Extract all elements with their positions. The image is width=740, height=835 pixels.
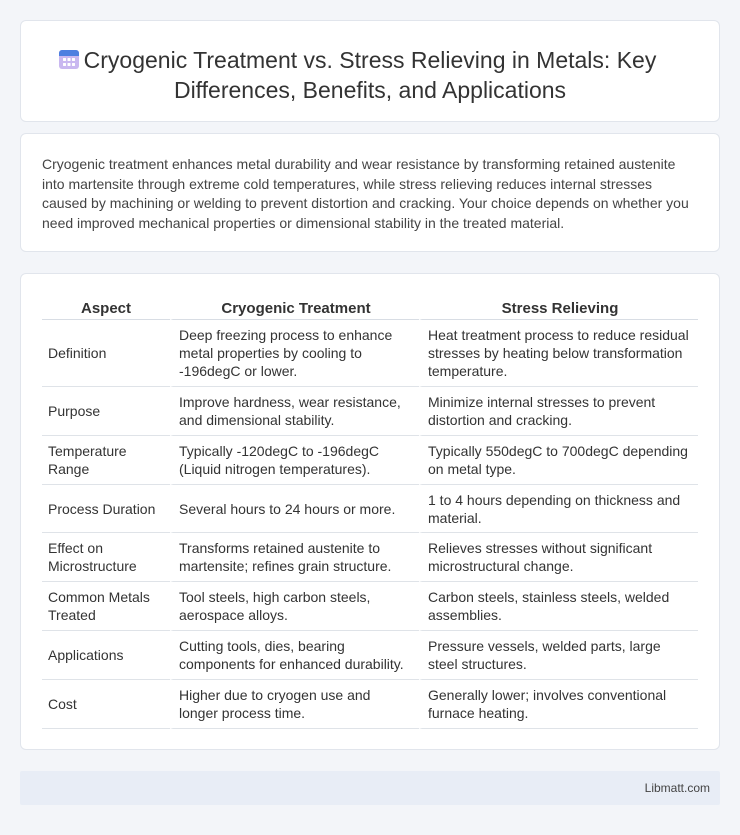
intro-paragraph: Cryogenic treatment enhances metal durability and wear resistance by transforming retained austenite into martensite through extreme cold temperatures, while stress relieving reduces internal stresses caused by machining or welding to prevent distortion and cracking. Your choice depends on whether you need improved mechanical properties or dimensional stability in the treated material. xyxy=(42,156,689,231)
row-aspect: Purpose xyxy=(42,387,170,436)
title-card xyxy=(20,20,720,122)
header-cryogenic: Cryogenic Treatment xyxy=(170,296,419,320)
row-cryogenic: Higher due to cryogen use and longer process time. xyxy=(170,680,419,729)
row-cryogenic: Deep freezing process to enhance metal properties by cooling to -196degC or lower. xyxy=(170,320,419,387)
row-stress-relieving: Pressure vessels, welded parts, large steel structures. xyxy=(419,631,698,680)
row-stress-relieving: Carbon steels, stainless steels, welded assemblies. xyxy=(419,582,698,631)
row-aspect: Definition xyxy=(42,320,170,387)
table-row xyxy=(42,436,698,485)
table-row xyxy=(42,387,698,436)
row-stress-relieving: Generally lower; involves conventional furnace heating. xyxy=(419,680,698,729)
footer-bar xyxy=(20,771,720,805)
table-row xyxy=(42,680,698,729)
page-title: Cryogenic Treatment vs. Stress Relieving in Metals: Key Differences, Benefits, and Applications xyxy=(83,47,657,103)
table-row xyxy=(42,533,698,582)
footer-brand-link[interactable]: Libmatt.com xyxy=(644,781,710,795)
row-cryogenic: Tool steels, high carbon steels, aerospace alloys. xyxy=(170,582,419,631)
row-aspect: Applications xyxy=(42,631,170,680)
row-aspect: Common Metals Treated xyxy=(42,582,170,631)
row-aspect: Temperature Range xyxy=(42,436,170,485)
row-aspect: Cost xyxy=(42,680,170,729)
row-aspect: Effect on Microstructure xyxy=(42,533,170,582)
row-cryogenic: Improve hardness, wear resistance, and dimensional stability. xyxy=(170,387,419,436)
header-aspect: Aspect xyxy=(42,296,170,320)
row-cryogenic: Several hours to 24 hours or more. xyxy=(170,485,419,533)
row-stress-relieving: Relieves stresses without significant microstructural change. xyxy=(419,533,698,582)
row-aspect: Process Duration xyxy=(42,485,170,533)
row-stress-relieving: Heat treatment process to reduce residual stresses by heating below transformation temperature. xyxy=(419,320,698,387)
comparison-table-card xyxy=(20,273,720,750)
table-row xyxy=(42,582,698,631)
header-stress-relieving: Stress Relieving xyxy=(419,296,698,320)
row-cryogenic: Typically -120degC to -196degC (Liquid nitrogen temperatures). xyxy=(170,436,419,485)
table-row xyxy=(42,320,698,387)
row-stress-relieving: Minimize internal stresses to prevent distortion and cracking. xyxy=(419,387,698,436)
intro-card xyxy=(20,133,720,252)
row-stress-relieving: Typically 550degC to 700degC depending on metal type. xyxy=(419,436,698,485)
table-row xyxy=(42,485,698,533)
table-row xyxy=(42,631,698,680)
row-stress-relieving: 1 to 4 hours depending on thickness and material. xyxy=(419,485,698,533)
row-cryogenic: Cutting tools, dies, bearing components for enhanced durability. xyxy=(170,631,419,680)
comparison-table xyxy=(42,296,698,729)
table-header-row xyxy=(42,296,698,320)
row-cryogenic: Transforms retained austenite to martensite; refines grain structure. xyxy=(170,533,419,582)
